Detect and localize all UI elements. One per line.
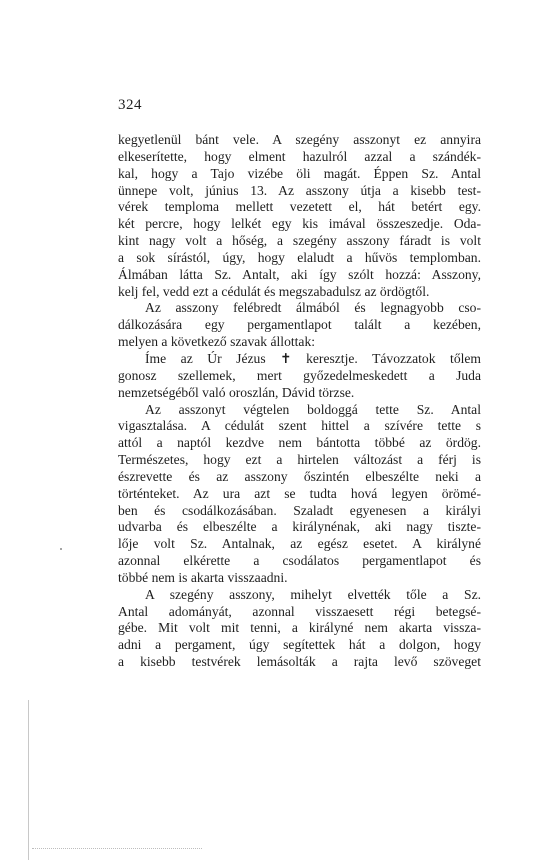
text-line: azonnal elkérette a csodálatos pergamentlapot és: [118, 553, 481, 569]
text-line: vérek temploma mellett vezetett el, hát betért egy.: [118, 199, 481, 215]
binding-edge-rule: [28, 700, 29, 860]
text-line: gonosz szellemek, mert győzedelmeskedett a Juda: [118, 367, 481, 383]
text-line: lője volt Sz. Antalnak, az egész esetet. A királyné: [118, 536, 481, 552]
text-line: ünnepe volt, június 13. Az asszony útja a kisebb test-: [118, 182, 481, 198]
text-line: észrevette és az asszony őszintén elbeszélte neki a: [118, 468, 481, 484]
text-line: gébe. Mit volt mit tenni, a királyné nem akarta vissza-: [118, 620, 481, 636]
text-line: a sok sírástól, úgy, hogy elaludt a hűvös templomban.: [118, 249, 481, 265]
text-line: többé nem is akarta visszaadni.: [118, 569, 288, 585]
text-line: kint nagy volt a hőség, a szegény asszony fáradt is volt: [118, 233, 481, 249]
text-line: kelj fel, vedd ezt a cédulát és megszabadulsz az ördögtől.: [118, 283, 430, 299]
print-speck: [60, 548, 62, 550]
text-line: Természetes, hogy ezt a hirtelen változást a férj is: [118, 452, 481, 468]
scan-edge-marks: [32, 848, 202, 850]
text-line: Álmában látta Sz. Antalt, aki így szólt hozzá: Asszony,: [118, 266, 481, 282]
text-line: attól a naptól kezdve nem bántotta többé az ördög.: [118, 435, 481, 451]
text-line: a kisebb testvérek lemásolták a rajta levő szöveget: [118, 654, 481, 670]
page-number: 324: [118, 97, 142, 113]
text-line: melyen a következő szavak állottak:: [118, 334, 316, 350]
text-line: történteket. Az ura azt se tudta hová legyen örömé-: [118, 485, 481, 501]
body-text: [118, 132, 481, 671]
text-line: Antal adományát, azonnal visszaesett régi betegsé-: [118, 603, 481, 619]
text-line: nemzetségéből való oroszlán, Dávid törzse.: [118, 384, 355, 400]
text-line: elkeserítette, hogy elment hazulról azzal a szándék-: [118, 148, 481, 164]
text-line: ben és csodálkozásában. Szaladt egyenesen a királyi: [118, 502, 481, 518]
text-line: vigasztalása. A cédulát szent hittel a szívére tette s: [118, 418, 481, 434]
text-line: Az asszonyt végtelen boldoggá tette Sz. Antal: [145, 401, 481, 417]
text-line: dálkozására egy pergamentlapot talált a kezében,: [118, 317, 481, 333]
text-line: A szegény asszony, mihelyt elvették tőle a Sz.: [145, 586, 481, 602]
text-line: két percre, hogy lelkét egy kis imával összeszedje. Oda-: [118, 216, 481, 232]
text-line: kegyetlenül bánt vele. A szegény asszonyt ez annyira: [118, 132, 481, 147]
text-line: Íme az Úr Jézus ✝ keresztje. Távozzatok tőlem: [145, 350, 481, 366]
text-line: kal, hogy a Tajo vizébe öli magát. Éppen Sz. Antal: [118, 165, 481, 181]
text-line: udvarba és elbeszélte a királynénak, aki nagy tiszte-: [118, 519, 481, 535]
text-line: adni a pergament, úgy segítettek hát a dolgon, hogy: [118, 637, 481, 653]
text-line: Az asszony felébredt álmából és legnagyobb cso-: [145, 300, 481, 316]
